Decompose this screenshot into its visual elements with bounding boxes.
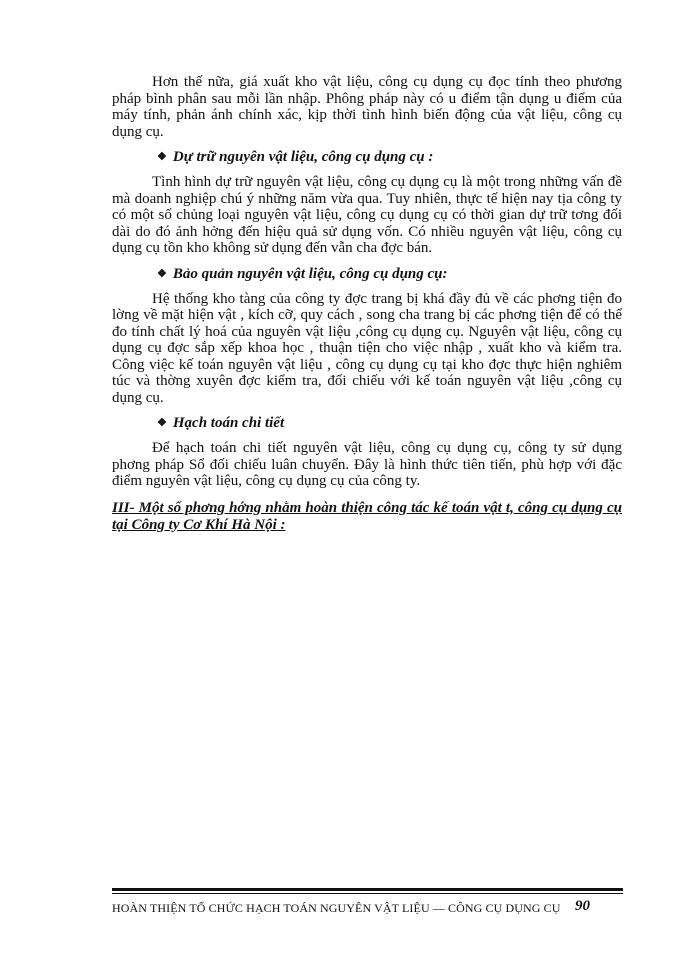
heading-detailed-accounting (112, 414, 622, 432)
paragraph-detailed-accounting: Để hạch toán chi tiết nguyên vật liệu, công cụ dụng cụ, công ty sử dụng phơng pháp Sổ đối chiếu luân chuyển. Đây là hình thức tiên tiến, phù hợp với đặc điểm nguyên vật liệu, công cụ dụng cụ của công ty. (112, 440, 622, 489)
heading-storage-text: Bảo quản nguyên vật liệu, công cụ dụng cụ: (172, 265, 448, 282)
diamond-bullet-icon: ❖ (157, 417, 167, 429)
document-body (112, 60, 622, 534)
paragraph-stock-reserve: Tình hình dự trữ nguyên vật liệu, công cụ dụng cụ là một trong những vấn đề mà doanh nghiệp chú ý những năm vừa qua. Tuy nhiên, thực tế hiện nay tịa công ty có một số chủng loại nguyên vật liệu, công cụ dụng cụ có thời gian dự trữ tơng đối dài do đó ảnh hởng đến hiệu quả sử dụng vốn. Có nhiều nguyên vật liệu, công cụ dụng cụ tồn kho không sử dụng đến vẫn cha đợc bán. (112, 174, 622, 256)
heading-stock-reserve-text: Dự trữ nguyên vật liệu, công cụ dụng cụ : (172, 149, 434, 165)
footer-divider-thin (112, 893, 623, 894)
page-number: 90 (575, 898, 590, 914)
diamond-bullet-icon: ❖ (157, 151, 167, 163)
paragraph-inventory-valuation: Hơn thế nữa, giá xuất kho vật liệu, công cụ dụng cụ đọc tính theo phương pháp bình phân sau mỗi lần nhập. Phông pháp này có u điểm tận dụng u điểm của máy tính, phản ánh chính xác, kịp thời tình hình biến động của vật liệu, công cụ dụng cụ. (112, 74, 622, 140)
paragraph-storage: Hệ thống kho tàng của công ty đợc trang bị khá đầy đủ về các phơng tiện đo lờng về mặt hiện vật , kích cỡ, quy cách , song cha trang bị các phơng tiện để có thể đo tính chất lý hoá của nguyên vật liệu ,công cụ dụng cụ. Nguyên vật liệu, công cụ dụng cụ đợc sắp xếp khoa học , thuận tiện cho việc nhập , xuất kho và kiểm tra. Công việc kế toán nguyên vật liệu , công cụ dụng cụ tại kho đợc thực hiện nghiêm túc và thờng xuyên đợc kiểm tra, đối chiếu với kế toán nguyên vật liệu ,công cụ dụng cụ. (112, 290, 622, 406)
heading-storage (112, 265, 622, 283)
section-title: III- Một số phơng hớng nhằm hoàn thiện công tác kế toán vật t, công cụ dụng cụ tại Công ty Cơ Khí Hà Nội : (112, 499, 622, 533)
heading-stock-reserve (112, 148, 622, 166)
heading-detailed-accounting-text: Hạch toán chi tiết (172, 415, 285, 431)
footer-divider-thick (112, 888, 623, 891)
footer-title: HOÀN THIỆN TỔ CHỨC HẠCH TOÁN NGUYÊN VẬT LIỆU — CÔNG CỤ DỤNG CỤ (112, 901, 561, 915)
diamond-bullet-icon: ❖ (157, 267, 167, 280)
